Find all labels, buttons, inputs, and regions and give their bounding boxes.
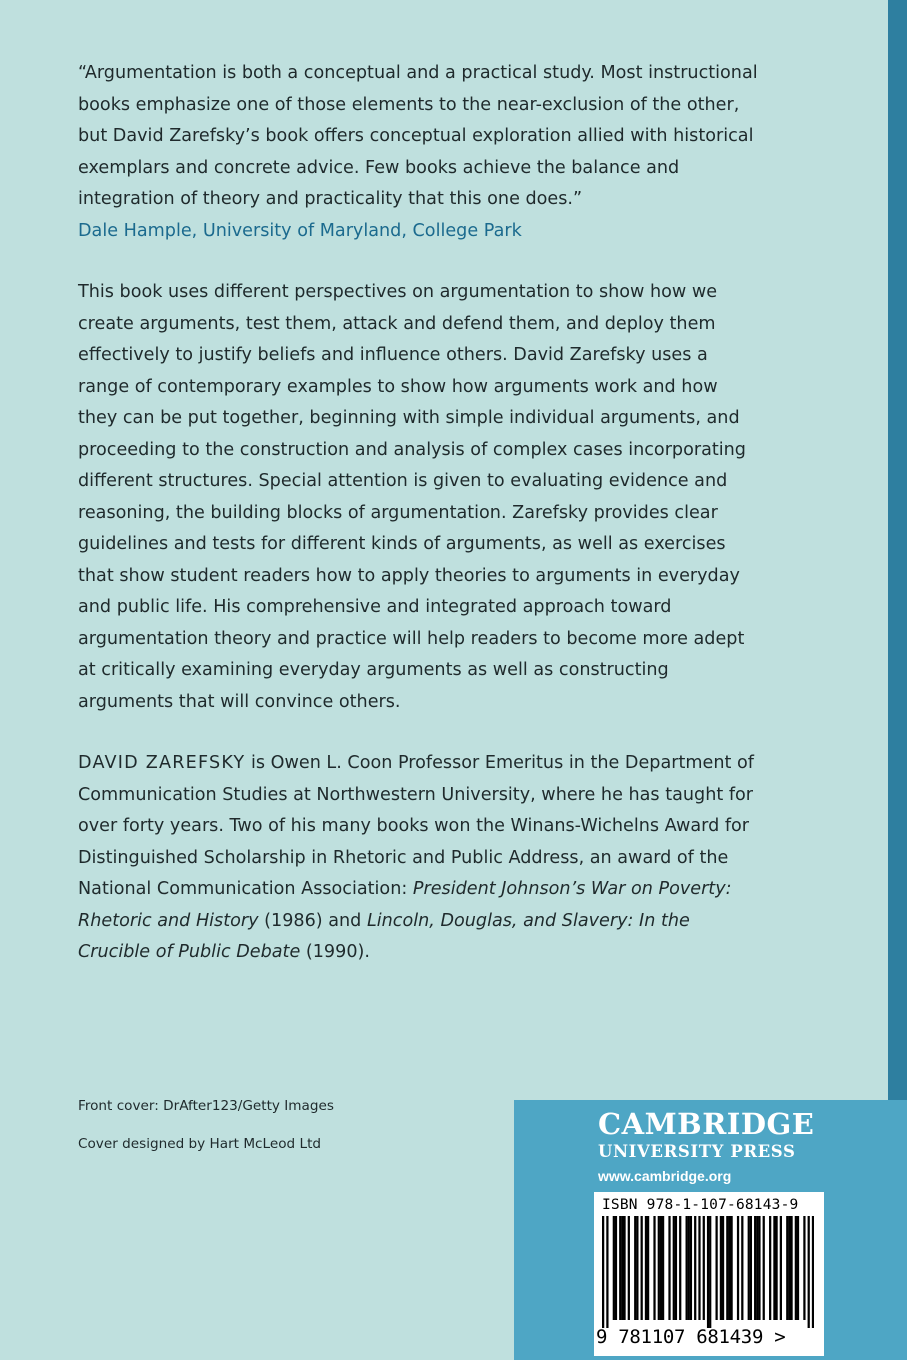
bio-book-1: President Johnson’s War on Poverty: Rhetoric and History xyxy=(78,879,732,931)
barcode-bar xyxy=(726,1216,728,1320)
bio-book-2: Lincoln, Douglas, and Slavery: In the Crucible of Public Debate xyxy=(78,910,690,962)
barcode-bar xyxy=(619,1216,621,1320)
barcode-bar xyxy=(808,1216,810,1328)
back-cover-text xyxy=(78,58,758,969)
barcode-bar xyxy=(758,1216,760,1320)
publisher-subtitle: UNIVERSITY PRESS xyxy=(598,1142,796,1161)
barcode-bar xyxy=(698,1216,700,1320)
publisher-url: www.cambridge.org xyxy=(598,1168,732,1184)
bio-text-1: is Owen L. Coon Professor Emeritus in the Department of Communication Studies at Northwestern University, where he has taught for over forty years. Two of his many books won the Winans-Wichelns Award for Distinguished Scholarship in Rhetoric and Public Address, an award of the National Communication Association: xyxy=(78,753,754,899)
barcode-bar xyxy=(606,1216,608,1328)
barcode-bar xyxy=(675,1216,677,1320)
author-bio xyxy=(78,748,758,969)
cover-credits xyxy=(78,1096,334,1172)
barcode-bar xyxy=(812,1216,814,1328)
barcode-bar xyxy=(641,1216,643,1320)
barcode-bar xyxy=(737,1216,739,1320)
barcode-bar xyxy=(769,1216,771,1320)
barcode-panel xyxy=(594,1192,824,1356)
barcode-bar xyxy=(748,1216,750,1320)
barcode-bar xyxy=(730,1216,732,1320)
designer-credit: Cover designed by Hart McLeod Ltd xyxy=(78,1136,322,1152)
publisher-block xyxy=(514,1100,907,1360)
barcode-bar xyxy=(658,1216,660,1320)
barcode-bar xyxy=(615,1216,617,1320)
barcode-bar xyxy=(775,1216,777,1320)
barcode-bar xyxy=(780,1216,782,1320)
barcode-bar xyxy=(636,1216,638,1320)
barcode-bar xyxy=(803,1216,805,1320)
barcode-bar xyxy=(754,1216,756,1320)
barcode-bar xyxy=(795,1216,797,1320)
barcode-bar xyxy=(660,1216,662,1320)
barcode-bar xyxy=(707,1216,709,1328)
author-name: DAVID ZAREFSKY xyxy=(78,753,246,773)
publisher-name: CAMBRIDGE xyxy=(598,1107,815,1141)
barcode-bar xyxy=(645,1216,647,1320)
barcode-bars xyxy=(602,1216,814,1328)
bio-year-2: (1990). xyxy=(300,942,370,962)
barcode-bar xyxy=(786,1216,788,1320)
endorsement-quote: “Argumentation is both a conceptual and a practical study. Most instructional books emphasize one of those elements to the near-exclusion of the other, but David Zarefsky’s book offers conceptual exploration allied with historical exemplars and concrete advice. Few books achieve the balance and integration of theory and practicality that this one does.” xyxy=(78,63,758,209)
barcode-bar xyxy=(613,1216,615,1320)
barcode-bar xyxy=(720,1216,722,1320)
barcode-bar xyxy=(673,1216,675,1320)
book-description: This book uses different perspectives on argumentation to show how we create arguments, test them, attack and defend them, and deploy them effectively to justify beliefs and influence others. David Zarefsky uses a range of contemporary examples to show how arguments work and how they can be put together, beginning with simple individual arguments, and proceeding to the construction and analysis of complex cases incorporating different structures. Special attention is given to evaluating evidence and reasoning, the building blocks of argumentation. Zarefsky provides clear guidelines and tests for different kinds of arguments, as well as exercises that show student readers how to apply theories to arguments in everyday and public life. His comprehensive and integrated approach toward argumentation theory and practice will help readers to become more adept at critically examining everyday arguments as well as constructing arguments that will convince others. xyxy=(78,282,746,712)
barcode-bar xyxy=(756,1216,758,1320)
endorsement-attribution: Dale Hample, University of Maryland, College Park xyxy=(78,220,522,241)
bio-year-1: (1986) and xyxy=(258,910,367,931)
barcode-bar xyxy=(634,1216,636,1320)
barcode-bar xyxy=(703,1216,705,1320)
barcode-digits: 9 781107 681439 > xyxy=(596,1326,786,1348)
barcode-bar xyxy=(715,1216,717,1320)
barcode-bar xyxy=(773,1216,775,1320)
barcode-bar xyxy=(750,1216,752,1320)
barcode-bar xyxy=(709,1216,711,1328)
barcode-bar xyxy=(728,1216,730,1320)
front-cover-credit: Front cover: DrAfter123/Getty Images xyxy=(78,1098,334,1114)
barcode-bar xyxy=(679,1216,681,1320)
barcode-bar xyxy=(694,1216,696,1320)
barcode-bar xyxy=(623,1216,625,1320)
barcode-bar xyxy=(653,1216,655,1320)
barcode-bar xyxy=(662,1216,664,1320)
barcode-bar xyxy=(628,1216,630,1320)
isbn-label: ISBN 978-1-107-68143-9 xyxy=(602,1197,799,1213)
barcode-bar xyxy=(688,1216,690,1320)
barcode-bar xyxy=(790,1216,792,1320)
barcode-bar xyxy=(722,1216,724,1320)
barcode-bar xyxy=(602,1216,604,1328)
barcode-bar xyxy=(741,1216,743,1320)
barcode-bar xyxy=(621,1216,623,1320)
barcode-bar xyxy=(690,1216,692,1320)
barcode-bar xyxy=(763,1216,765,1320)
barcode-bar xyxy=(788,1216,790,1320)
barcode-bar xyxy=(668,1216,670,1320)
barcode-bar xyxy=(686,1216,688,1320)
barcode-bar xyxy=(797,1216,799,1320)
barcode-bar xyxy=(647,1216,649,1320)
